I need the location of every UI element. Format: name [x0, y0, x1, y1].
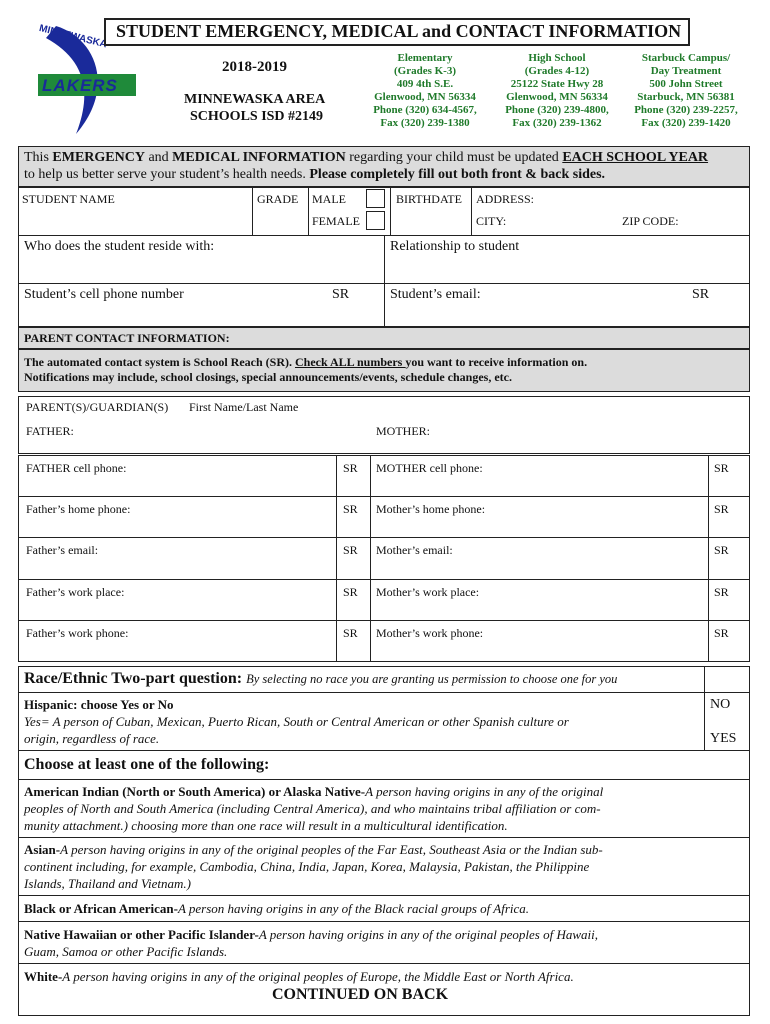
hispanic-no-option[interactable]: NO [710, 697, 731, 712]
page-title: STUDENT EMERGENCY, MEDICAL and CONTACT INFORMATION [116, 21, 682, 41]
father-cell-sr[interactable]: SR [343, 461, 358, 475]
hispanic-label: Hispanic: choose Yes or No [24, 697, 174, 712]
mother-email-sr[interactable]: SR [714, 543, 729, 557]
father-workphone-label: Father’s work phone: [26, 626, 129, 640]
campus-high-school: High School (Grades 4-12) 25122 State Hwy 28 Glenwood, MN 56334 Phone (320) 239-4800, Fax (320) 239-1362 [505, 52, 609, 129]
mother-home-sr[interactable]: SR [714, 502, 729, 516]
reside-label: Who does the student reside with: [24, 239, 215, 254]
city-label: CITY: [476, 214, 507, 228]
guardian-label: PARENT(S)/GUARDIAN(S) [26, 400, 169, 414]
parent-note-line1: The automated contact system is School Reach (SR). Check ALL numbers you want to receive information on. [24, 355, 588, 369]
father-workplace-label: Father’s work place: [26, 585, 125, 599]
hispanic-yes-option[interactable]: YES [710, 731, 737, 746]
campus-elementary: Elementary (Grades K-3) 409 4th S.E. Glenwood, MN 56334 Phone (320) 634-4567, Fax (320) 239-1380 [373, 52, 477, 129]
relationship-label: Relationship to student [390, 239, 520, 254]
parent-note-line2: Notifications may include, school closings, special announcements/events, schedule changes, etc. [24, 370, 512, 384]
address-label: ADDRESS: [476, 192, 535, 206]
continued-on-back: CONTINUED ON BACK [272, 986, 449, 1003]
mother-email-label: Mother’s email: [376, 543, 453, 557]
race-option-american-indian[interactable]: American Indian (North or South America) or Alaska Native-A person having origins in any of the original peoples of North and South America (including Central America), and who maintains tribal affiliation or com- munity attachment.) choosing more than one race will result in a multicultural identification. [24, 784, 604, 833]
mother-home-label: Mother’s home phone: [376, 502, 486, 516]
race-heading: Race/Ethnic Two-part question: By selecting no race you are granting us permission to choose one for you [24, 670, 618, 687]
grade-label: GRADE [257, 192, 299, 206]
hispanic-definition-1: Yes= A person of Cuban, Mexican, Puerto Rican, South or Central American or other Spanish culture or [24, 714, 569, 729]
race-option-pacific-islander[interactable]: Native Hawaiian or other Pacific Islander-A person having origins in any of the original peoples of Hawaii, Guam, Samoa or other Pacific Islands. [24, 927, 599, 959]
father-email-label: Father’s email: [26, 543, 99, 557]
mother-workplace-label: Mother’s work place: [376, 585, 480, 599]
father-home-label: Father’s home phone: [26, 502, 131, 516]
student-email-label: Student’s email: [390, 287, 481, 302]
mother-workphone-sr[interactable]: SR [714, 626, 729, 640]
name-hint: First Name/Last Name [189, 400, 299, 414]
hispanic-definition-2: origin, regardless of race. [24, 731, 160, 746]
race-option-asian[interactable]: Asian-A person having origins in any of the original peoples of the Far East, Southeast Asia or the Indian sub- continent including, for example, Cambodia, China, India, Japan, Korea, Malaysia, Pakistan, the Philippine Islands, Thailand and Vietnam.) [24, 842, 603, 891]
student-cell-sr[interactable]: SR [332, 287, 350, 302]
student-email-sr[interactable]: SR [692, 287, 710, 302]
parent-heading: PARENT CONTACT INFORMATION: [24, 331, 230, 345]
mother-cell-sr[interactable]: SR [714, 461, 729, 475]
district-line1: MINNEWASKA AREA [184, 92, 326, 107]
male-label: MALE [312, 192, 346, 206]
logo-lakers-text: LAKERS [42, 76, 118, 95]
intro-line1: This EMERGENCY and MEDICAL INFORMATION regarding your child must be updated EACH SCHOOL YEAR [24, 150, 709, 165]
zip-label: ZIP CODE: [622, 214, 679, 228]
mother-name-label: MOTHER: [376, 424, 430, 438]
district-line2: SCHOOLS ISD #2149 [190, 109, 324, 124]
mother-cell-label: MOTHER cell phone: [376, 461, 483, 475]
school-year: 2018-2019 [222, 59, 287, 75]
father-cell-label: FATHER cell phone: [26, 461, 127, 475]
campus-starbuck: Starbuck Campus/ Day Treatment 500 John Street Starbuck, MN 56381 Phone (320) 239-2257, Fax (320) 239-1420 [634, 52, 738, 129]
intro-line2: to help us better serve your student’s health needs. Please completely fill out both front & back sides. [24, 167, 606, 182]
race-option-black[interactable]: Black or African American-A person having origins in any of the Black racial groups of Africa. [24, 901, 530, 916]
choose-heading: Choose at least one of the following: [24, 756, 270, 773]
father-home-sr[interactable]: SR [343, 502, 358, 516]
mother-workphone-label: Mother’s work phone: [376, 626, 484, 640]
father-workplace-sr[interactable]: SR [343, 585, 358, 599]
student-cell-label: Student’s cell phone number [24, 287, 184, 302]
father-workphone-sr[interactable]: SR [343, 626, 358, 640]
svg-text:MINNEWASKA: MINNEWASKA [37, 22, 108, 51]
mother-workplace-sr[interactable]: SR [714, 585, 729, 599]
father-email-sr[interactable]: SR [343, 543, 358, 557]
birthdate-label: BIRTHDATE [396, 192, 462, 206]
male-checkbox[interactable] [366, 189, 385, 208]
female-label: FEMALE [312, 214, 360, 228]
father-name-label: FATHER: [26, 424, 74, 438]
female-checkbox[interactable] [366, 211, 385, 230]
race-option-white[interactable]: White-A person having origins in any of the original peoples of Europe, the Middle East or North Africa. [24, 969, 574, 984]
student-name-label: STUDENT NAME [22, 192, 115, 206]
